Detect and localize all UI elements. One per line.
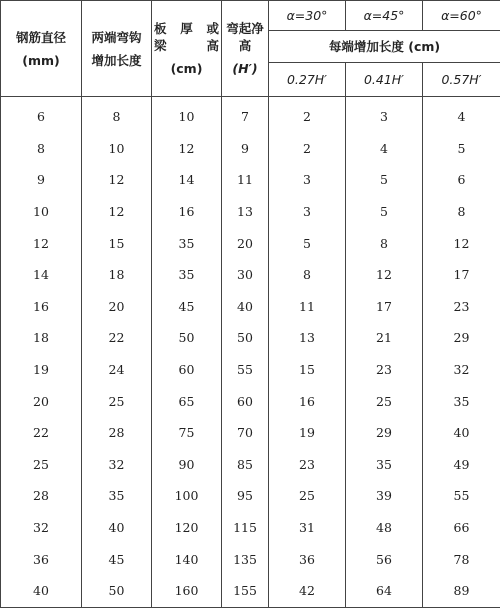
table-row xyxy=(1,291,500,323)
table-row xyxy=(1,417,500,449)
cell-diameter: 32 xyxy=(1,512,82,544)
cell-hook-length: 20 xyxy=(82,291,152,323)
cell-diameter: 6 xyxy=(1,97,82,133)
table-row xyxy=(1,259,500,291)
table-row xyxy=(1,449,500,481)
cell-diameter: 12 xyxy=(1,227,82,259)
cell-hook-length: 28 xyxy=(82,417,152,449)
cell-hook-length: 12 xyxy=(82,164,152,196)
cell-slab-thickness: 14 xyxy=(152,164,222,196)
header-factor-30: 0.27H′ xyxy=(269,63,346,97)
cell-increase-30: 2 xyxy=(269,97,346,133)
cell-increase-45: 64 xyxy=(346,575,423,607)
header-slab-thickness: 板 厚 或 梁 高 (cm) xyxy=(152,1,222,97)
cell-hook-length: 45 xyxy=(82,543,152,575)
cell-hook-length: 12 xyxy=(82,196,152,228)
cell-hook-length: 15 xyxy=(82,227,152,259)
cell-bend-height: 50 xyxy=(222,322,269,354)
cell-diameter: 25 xyxy=(1,449,82,481)
cell-bend-height: 7 xyxy=(222,97,269,133)
cell-slab-thickness: 35 xyxy=(152,227,222,259)
cell-bend-height: 115 xyxy=(222,512,269,544)
cell-increase-45: 21 xyxy=(346,322,423,354)
table-body xyxy=(1,97,500,608)
cell-bend-height: 85 xyxy=(222,449,269,481)
table-row xyxy=(1,575,500,607)
cell-slab-thickness: 75 xyxy=(152,417,222,449)
cell-increase-45: 5 xyxy=(346,164,423,196)
cell-increase-45: 8 xyxy=(346,227,423,259)
cell-bend-height: 55 xyxy=(222,354,269,386)
cell-slab-thickness: 65 xyxy=(152,385,222,417)
cell-bend-height: 11 xyxy=(222,164,269,196)
cell-hook-length: 35 xyxy=(82,480,152,512)
cell-slab-thickness: 100 xyxy=(152,480,222,512)
cell-bend-height: 60 xyxy=(222,385,269,417)
table-row xyxy=(1,97,500,133)
cell-slab-thickness: 12 xyxy=(152,133,222,165)
cell-diameter: 14 xyxy=(1,259,82,291)
cell-slab-thickness: 35 xyxy=(152,259,222,291)
header-factor-45: 0.41H′ xyxy=(346,63,423,97)
cell-increase-60: 8 xyxy=(423,196,500,228)
cell-increase-60: 35 xyxy=(423,385,500,417)
cell-increase-30: 36 xyxy=(269,543,346,575)
cell-diameter: 16 xyxy=(1,291,82,323)
cell-hook-length: 18 xyxy=(82,259,152,291)
cell-increase-60: 32 xyxy=(423,354,500,386)
cell-increase-30: 5 xyxy=(269,227,346,259)
table-row xyxy=(1,133,500,165)
cell-diameter: 8 xyxy=(1,133,82,165)
header-per-end-increase: 每端增加长度 (cm) xyxy=(269,31,500,63)
table-row xyxy=(1,164,500,196)
cell-diameter: 9 xyxy=(1,164,82,196)
cell-increase-45: 3 xyxy=(346,97,423,133)
cell-increase-60: 23 xyxy=(423,291,500,323)
cell-increase-60: 66 xyxy=(423,512,500,544)
cell-hook-length: 24 xyxy=(82,354,152,386)
cell-bend-height: 70 xyxy=(222,417,269,449)
cell-increase-30: 8 xyxy=(269,259,346,291)
cell-bend-height: 13 xyxy=(222,196,269,228)
table-header xyxy=(1,1,500,97)
cell-slab-thickness: 50 xyxy=(152,322,222,354)
table-row xyxy=(1,227,500,259)
cell-bend-height: 135 xyxy=(222,543,269,575)
table-row xyxy=(1,385,500,417)
header-hook-length: 两端弯钩 增加长度 xyxy=(82,1,152,97)
cell-increase-45: 17 xyxy=(346,291,423,323)
header-angle-45: α=45° xyxy=(346,1,423,31)
cell-increase-60: 89 xyxy=(423,575,500,607)
table-row xyxy=(1,480,500,512)
cell-diameter: 19 xyxy=(1,354,82,386)
cell-increase-45: 35 xyxy=(346,449,423,481)
cell-increase-45: 23 xyxy=(346,354,423,386)
cell-increase-60: 5 xyxy=(423,133,500,165)
cell-increase-45: 12 xyxy=(346,259,423,291)
cell-increase-30: 23 xyxy=(269,449,346,481)
cell-increase-30: 31 xyxy=(269,512,346,544)
table-row xyxy=(1,322,500,354)
cell-increase-60: 40 xyxy=(423,417,500,449)
cell-diameter: 36 xyxy=(1,543,82,575)
cell-slab-thickness: 60 xyxy=(152,354,222,386)
cell-increase-60: 4 xyxy=(423,97,500,133)
cell-increase-45: 48 xyxy=(346,512,423,544)
cell-hook-length: 8 xyxy=(82,97,152,133)
table-row xyxy=(1,543,500,575)
table-row xyxy=(1,354,500,386)
cell-increase-45: 39 xyxy=(346,480,423,512)
cell-increase-45: 5 xyxy=(346,196,423,228)
cell-increase-30: 16 xyxy=(269,385,346,417)
cell-increase-30: 15 xyxy=(269,354,346,386)
header-angle-60: α=60° xyxy=(423,1,500,31)
header-bend-height: 弯起净高 (H′) xyxy=(222,1,269,97)
cell-slab-thickness: 90 xyxy=(152,449,222,481)
cell-hook-length: 40 xyxy=(82,512,152,544)
cell-slab-thickness: 160 xyxy=(152,575,222,607)
cell-increase-60: 17 xyxy=(423,259,500,291)
cell-increase-60: 12 xyxy=(423,227,500,259)
cell-bend-height: 30 xyxy=(222,259,269,291)
header-rebar-diameter: 钢筋直径 (mm) xyxy=(1,1,82,97)
cell-slab-thickness: 10 xyxy=(152,97,222,133)
cell-slab-thickness: 16 xyxy=(152,196,222,228)
cell-increase-45: 56 xyxy=(346,543,423,575)
cell-increase-30: 13 xyxy=(269,322,346,354)
cell-bend-height: 20 xyxy=(222,227,269,259)
cell-increase-30: 19 xyxy=(269,417,346,449)
cell-increase-45: 4 xyxy=(346,133,423,165)
cell-hook-length: 10 xyxy=(82,133,152,165)
cell-diameter: 22 xyxy=(1,417,82,449)
cell-diameter: 40 xyxy=(1,575,82,607)
cell-bend-height: 95 xyxy=(222,480,269,512)
cell-increase-45: 29 xyxy=(346,417,423,449)
cell-bend-height: 9 xyxy=(222,133,269,165)
cell-increase-60: 55 xyxy=(423,480,500,512)
cell-increase-30: 3 xyxy=(269,196,346,228)
header-angle-30: α=30° xyxy=(269,1,346,31)
cell-increase-30: 11 xyxy=(269,291,346,323)
cell-hook-length: 32 xyxy=(82,449,152,481)
cell-increase-30: 2 xyxy=(269,133,346,165)
header-factor-60: 0.57H′ xyxy=(423,63,500,97)
cell-increase-30: 42 xyxy=(269,575,346,607)
cell-slab-thickness: 120 xyxy=(152,512,222,544)
cell-increase-60: 78 xyxy=(423,543,500,575)
cell-increase-45: 25 xyxy=(346,385,423,417)
cell-increase-30: 3 xyxy=(269,164,346,196)
cell-increase-60: 29 xyxy=(423,322,500,354)
cell-increase-60: 49 xyxy=(423,449,500,481)
cell-slab-thickness: 140 xyxy=(152,543,222,575)
table-row xyxy=(1,512,500,544)
cell-increase-60: 6 xyxy=(423,164,500,196)
cell-diameter: 10 xyxy=(1,196,82,228)
cell-hook-length: 22 xyxy=(82,322,152,354)
cell-hook-length: 25 xyxy=(82,385,152,417)
cell-bend-height: 40 xyxy=(222,291,269,323)
cell-diameter: 28 xyxy=(1,480,82,512)
cell-increase-30: 25 xyxy=(269,480,346,512)
cell-diameter: 20 xyxy=(1,385,82,417)
cell-diameter: 18 xyxy=(1,322,82,354)
cell-slab-thickness: 45 xyxy=(152,291,222,323)
table-row xyxy=(1,196,500,228)
cell-bend-height: 155 xyxy=(222,575,269,607)
cell-hook-length: 50 xyxy=(82,575,152,607)
